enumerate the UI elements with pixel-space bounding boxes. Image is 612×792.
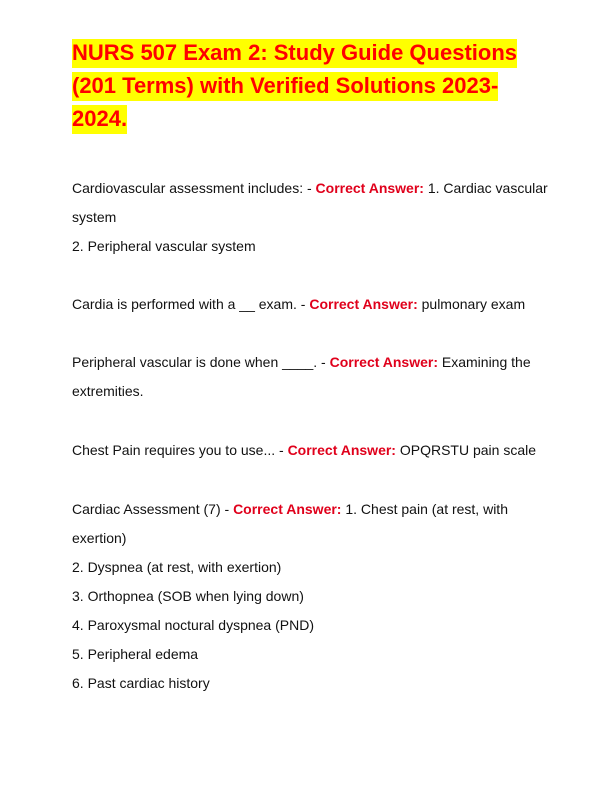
- correct-answer-label: Correct Answer:: [315, 180, 424, 196]
- qa-entry: [72, 290, 548, 319]
- correct-answer-label: Correct Answer:: [233, 501, 342, 517]
- question-text: Cardiac Assessment (7) -: [72, 501, 234, 517]
- correct-answer-label: Correct Answer:: [287, 442, 396, 458]
- qa-entry: [72, 174, 548, 232]
- answer-line: 3. Orthopnea (SOB when lying down): [72, 588, 304, 604]
- answer-text: pulmonary exam: [417, 296, 526, 312]
- answer-line: 4. Paroxysmal noctural dyspnea (PND): [72, 617, 314, 633]
- qa-item-4: [72, 436, 548, 465]
- qa-entry: [72, 348, 548, 406]
- answer-line: 2. Peripheral vascular system: [72, 238, 256, 254]
- answer-text: 1. Chest pain (at rest, with exertion): [72, 501, 508, 546]
- qa-item-1: [72, 174, 548, 261]
- question-text: Chest Pain requires you to use... -: [72, 442, 288, 458]
- correct-answer-label: Correct Answer:: [329, 354, 438, 370]
- answer-line: 6. Past cardiac history: [72, 675, 210, 691]
- answer-text: 1. Cardiac vascular system: [72, 180, 548, 225]
- question-text: Peripheral vascular is done when ____. -: [72, 354, 330, 370]
- qa-item-2: [72, 290, 548, 319]
- question-text: Cardia is performed with a __ exam. -: [72, 296, 310, 312]
- qa-entry: [72, 495, 548, 553]
- answer-line: 2. Dyspnea (at rest, with exertion): [72, 559, 282, 575]
- qa-item-5: [72, 495, 548, 698]
- document-title: [72, 36, 542, 135]
- question-text: Cardiovascular assessment includes: -: [72, 180, 316, 196]
- qa-item-3: [72, 348, 548, 406]
- document-title-text: NURS 507 Exam 2: Study Guide Questions (201 Terms) with Verified Solutions 2023-2024.: [72, 39, 517, 134]
- answer-line: 5. Peripheral edema: [72, 646, 199, 662]
- qa-entry: [72, 436, 548, 465]
- answer-text: Examining the extremities.: [72, 354, 531, 399]
- correct-answer-label: Correct Answer:: [309, 296, 418, 312]
- answer-text: OPQRSTU pain scale: [395, 442, 537, 458]
